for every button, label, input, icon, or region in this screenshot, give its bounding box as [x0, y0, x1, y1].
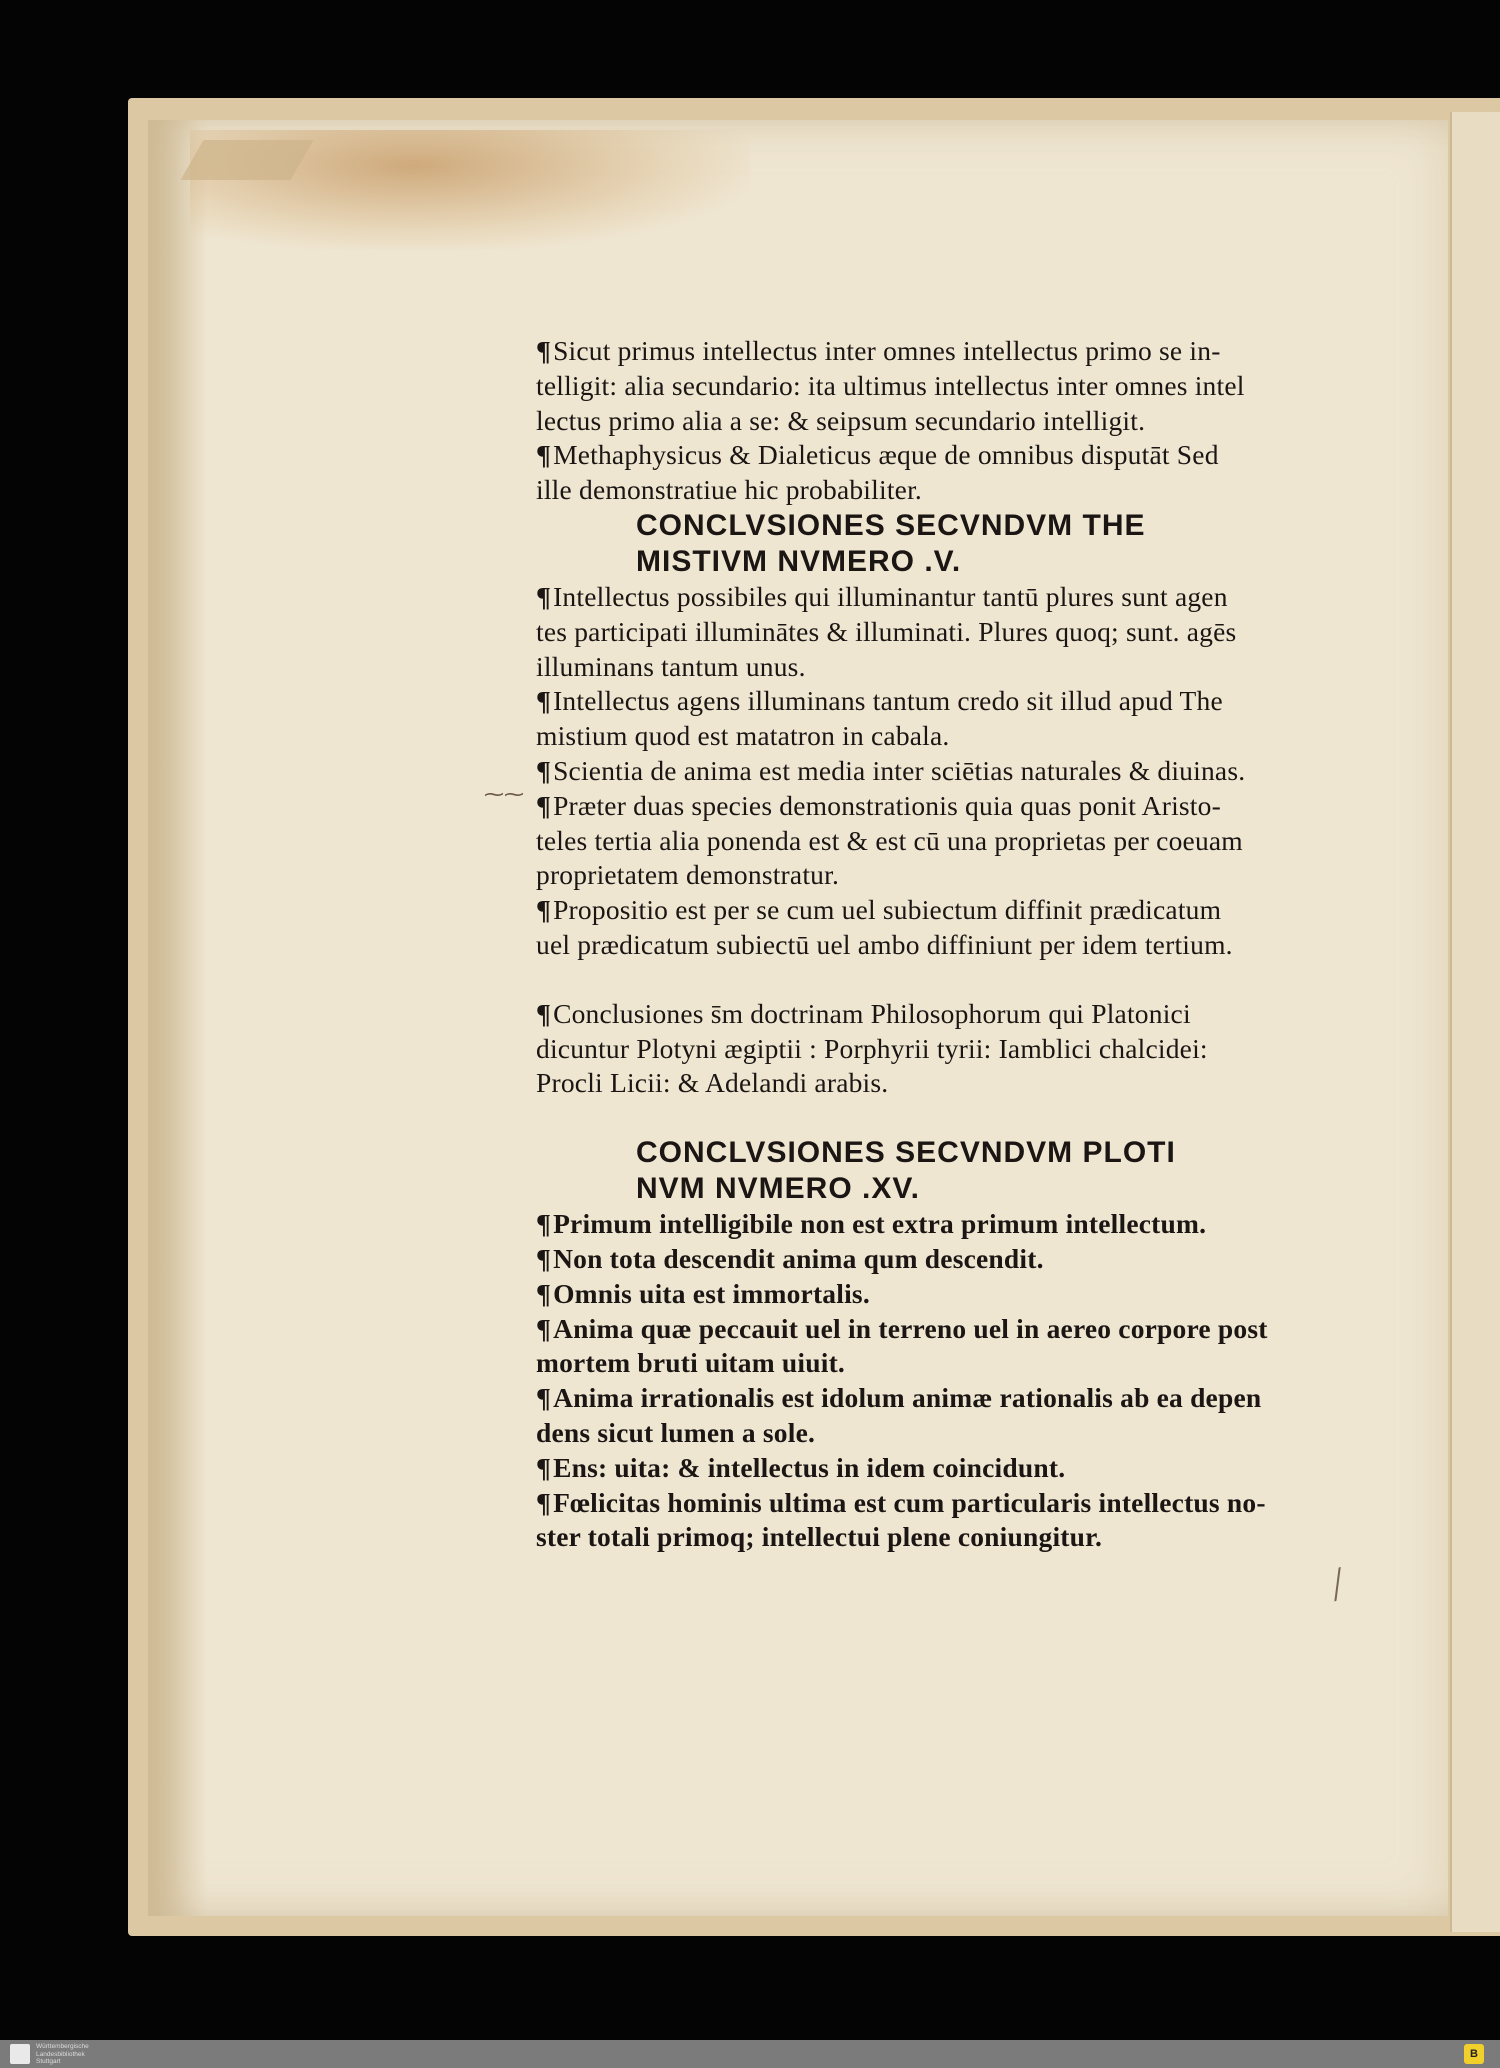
pilcrow-icon: ¶ [536, 1451, 552, 1483]
line-text: Omnis uita est immortalis. [553, 1277, 870, 1309]
pilcrow-icon: ¶ [536, 754, 552, 786]
pilcrow-icon: ¶ [536, 1486, 552, 1518]
line-text: ster totali primoq; intellectui plene coniungitur. [536, 1521, 1103, 1553]
line-text: Primum intelligibile non est extra primum intellectum. [553, 1208, 1207, 1240]
pilcrow-icon: ¶ [536, 685, 552, 717]
line-text: lectus primo alia a se: & seipsum secundario intelligit. [536, 404, 1146, 436]
heading-line: CONCLVSIONES SECVNDVM THE [636, 508, 1146, 542]
heading-line: CONCLVSIONES SECVNDVM PLOTI [636, 1136, 1176, 1170]
pilcrow-icon: ¶ [536, 1242, 552, 1274]
text-line [536, 1346, 1296, 1381]
line-text: Conclusiones s̄m doctrinam Philosophorum qui Platonici [553, 997, 1191, 1029]
heading-line: NVM NVMERO .XV. [636, 1172, 920, 1206]
text-line [536, 580, 1296, 615]
text-line [536, 1242, 1296, 1277]
text-line [536, 824, 1296, 859]
line-text: Intellectus agens illuminans tantum credo sit illud apud The [553, 685, 1223, 717]
line-text: tes participati illuminātes & illuminati. Plures quoq; sunt. agēs [536, 615, 1237, 647]
text-line [536, 858, 1296, 893]
text-line [536, 1451, 1296, 1486]
line-text: Non tota descendit anima qum descendit. [553, 1242, 1044, 1274]
line-text: telligit: alia secundario: ita ultimus intellectus inter omnes intel [536, 369, 1245, 401]
spacer [536, 963, 1296, 997]
text-line [536, 369, 1296, 404]
text-line [536, 754, 1296, 789]
line-text: Fœlicitas hominis ultima est cum particularis intellectus no- [553, 1486, 1266, 1518]
line-text: Anima irrationalis est idolum animæ rationalis ab ea depen [553, 1382, 1262, 1414]
line-text: Anima quæ peccauit uel in terreno uel in aereo corpore post [553, 1312, 1268, 1344]
pilcrow-icon: ¶ [536, 789, 552, 821]
pilcrow-icon: ¶ [536, 894, 552, 926]
paragraph-group-4 [536, 1207, 1296, 1555]
text-line [536, 650, 1296, 685]
pilcrow-icon: ¶ [536, 1382, 552, 1414]
heading-line: MISTIVM NVMERO .V. [636, 544, 962, 578]
text-line [536, 1207, 1296, 1242]
text-line [536, 1312, 1296, 1347]
text-line [536, 928, 1296, 963]
line-text: uel prædicatum subiectū uel ambo diffiniunt per idem tertium. [536, 928, 1233, 960]
line-text: Propositio est per se cum uel subiectum diffinit prædicatum [553, 894, 1222, 926]
text-line [536, 684, 1296, 719]
text-line [536, 473, 1296, 508]
text-line [536, 719, 1296, 754]
paragraph-group-2 [536, 580, 1296, 963]
line-text: Procli Licii: & Adelandi arabis. [536, 1067, 889, 1099]
pilcrow-icon: ¶ [536, 1208, 552, 1240]
viewer-footer [0, 2040, 1500, 2068]
text-line [536, 438, 1296, 473]
line-text: proprietatem demonstratur. [536, 859, 840, 891]
line-text: mortem bruti uitam uiuit. [536, 1347, 846, 1379]
library-logo-icon [10, 2044, 30, 2064]
bw-badge-icon: B [1464, 2044, 1484, 2064]
pen-stroke-icon: ╱ [1325, 1568, 1351, 1602]
line-text: illuminans tantum unus. [536, 650, 806, 682]
line-text: Scientia de anima est media inter sciētias naturales & diuinas. [553, 754, 1246, 786]
paragraph-group-3 [536, 997, 1296, 1101]
text-line [536, 1381, 1296, 1416]
institution-line: Landesbibliothek [36, 2050, 85, 2058]
text-line [536, 404, 1296, 439]
text-line [536, 1416, 1296, 1451]
paragraph-group-1 [536, 334, 1296, 508]
pilcrow-icon: ¶ [536, 1277, 552, 1309]
text-line [536, 334, 1296, 369]
line-text: Ens: uita: & intellectus in idem coincidunt. [553, 1451, 1066, 1483]
line-text: dicuntur Plotyni ægiptii : Porphyrii tyrii: Iamblici chalcidei: [536, 1032, 1208, 1064]
line-text: Intellectus possibiles qui illuminantur tantū plures sunt agen [553, 580, 1228, 612]
marginal-pen-mark-icon: ⁓⁓ [484, 782, 524, 806]
line-text: Præter duas species demonstrationis quia quas ponit Aristo- [553, 789, 1221, 821]
section-heading-plotinus [536, 1135, 1296, 1207]
text-line [536, 997, 1296, 1032]
corner-damage [180, 140, 313, 180]
text-line [536, 1032, 1296, 1067]
facing-page-edge [1450, 112, 1500, 1932]
pilcrow-icon: ¶ [536, 580, 552, 612]
pilcrow-icon: ¶ [536, 335, 552, 366]
institution-line: Stuttgart [36, 2058, 61, 2065]
line-text: Sicut primus intellectus inter omnes intellectus primo se in- [553, 335, 1221, 366]
line-text: Methaphysicus & Dialeticus æque de omnibus disputāt Sed [553, 439, 1219, 471]
gutter-shadow [148, 120, 208, 1916]
text-line [536, 1066, 1296, 1101]
text-line [536, 1277, 1296, 1312]
line-text: teles tertia alia ponenda est & est cū una proprietas per coeuam [536, 824, 1243, 856]
pilcrow-icon: ¶ [536, 439, 552, 471]
text-line [536, 1486, 1296, 1521]
text-block [536, 334, 1296, 1555]
line-text: mistium quod est matatron in cabala. [536, 720, 950, 752]
institution-line: Württembergische [36, 2043, 89, 2050]
text-line [536, 1520, 1296, 1555]
section-heading-themistius [536, 508, 1296, 580]
text-line [536, 615, 1296, 650]
line-text: dens sicut lumen a sole. [536, 1416, 816, 1448]
pilcrow-icon: ¶ [536, 997, 552, 1029]
line-text: ille demonstratiue hic probabiliter. [536, 474, 922, 506]
text-line [536, 893, 1296, 928]
spacer [536, 1101, 1296, 1135]
institution-name [36, 2043, 89, 2066]
text-line [536, 789, 1296, 824]
pilcrow-icon: ¶ [536, 1312, 552, 1344]
